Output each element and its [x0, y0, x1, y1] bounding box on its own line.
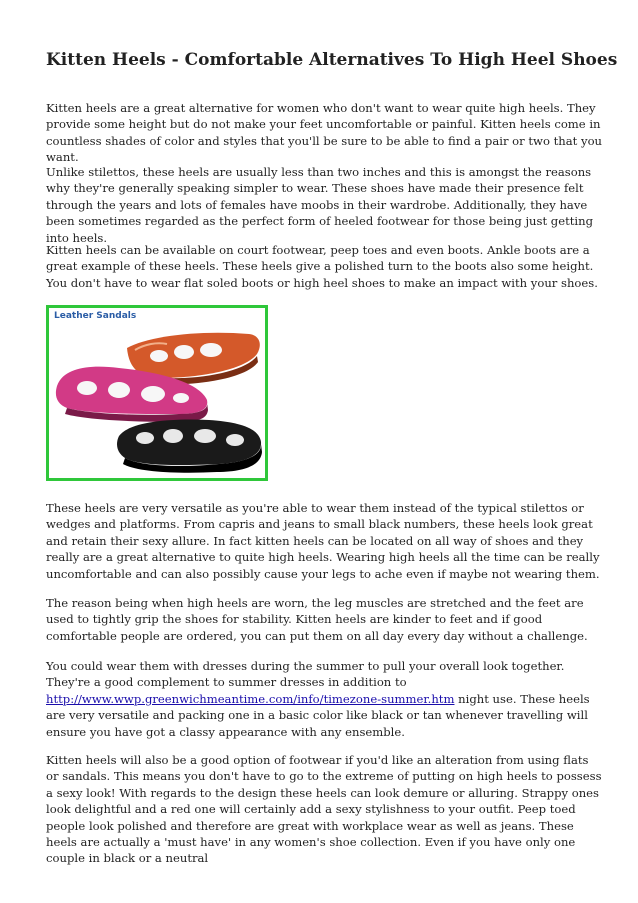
paragraph-6-text-before: You could wear them with dresses during the summer to pull your overall look together. They're a good complement to summer dresses in addition to — [46, 659, 565, 690]
black-sandal-icon — [117, 420, 262, 473]
paragraph-7: Kitten heels will also be a good option of footwear if you'd like an alteration from using flats or sandals. This means you don't have to go to the extreme of putting on high heels to possess a sexy look! With regards to the design these heels can look demure or alluring. Strappy ones look delightful and a red one will certainly add a sexy stylishness to your outfit. Peep toed people look polished and therefore are great with workplace wear as well as jeans. These heels are actually a 'must have' in any women's shoe collection. Even if you have only one couple in black or a neutral — [46, 753, 602, 866]
paragraph-3: Kitten heels can be available on court footwear, peep toes and even boots. Ankle boots are a great example of these heels. These heels give a polished turn to the boots also some height. You don't have to wear flat soled boots or high heel shoes to make an impact with your shoes. — [46, 243, 598, 290]
sandals-illustration — [49, 308, 265, 478]
image-label: Leather Sandals — [54, 311, 137, 321]
paragraph-2: Unlike stilettos, these heels are usually less than two inches and this is amongst the reasons why they're generally speaking simpler to wear. These shoes have made their presence felt through the years and lots of females have moobs in their wardrobe. Additionally, they have been sometimes regarded as the perfect form of heeled footwear for those being just getting into heels. — [46, 165, 594, 245]
leather-sandals-image — [46, 305, 268, 481]
timezone-link[interactable]: http://www.wwp.greenwichmeantime.com/info/timezone-summer.htm — [46, 691, 455, 706]
page-title: Kitten Heels - Comfortable Alternatives To High Heel Shoes — [46, 50, 618, 70]
paragraph-5: The reason being when high heels are worn, the leg muscles are stretched and the feet are used to tightly grip the shoes for stability. Kitten heels are kinder to feet and if good comfortable people are ordered, you can put them on all day every day without a challenge. — [46, 596, 588, 643]
paragraph-6-text-after: night use. These heels are very versatile and packing one in a basic color like black or tan whenever travelling will ensure you have got a classy appearance with any ensemble. — [46, 691, 590, 739]
paragraph-6 — [46, 658, 602, 740]
paragraph-1: Kitten heels are a great alternative for women who don't want to wear quite high heels. They provide some height but do not make your feet uncomfortable or painful. Kitten heels come in countless shades of color and styles that you'll be sure to be able to find a pair or two that you want. — [46, 101, 603, 165]
paragraph-4: These heels are very versatile as you're able to wear them instead of the typical stilettos or wedges and platforms. From capris and jeans to small black numbers, these heels look great and retain their sexy allure. In fact kitten heels can be located on all way of shoes and they really are a great alternative to quite high heels. Wearing high heels all the time can be really uncomfortable and can also possibly cause your legs to ache even if maybe not wearing them. — [46, 501, 600, 581]
